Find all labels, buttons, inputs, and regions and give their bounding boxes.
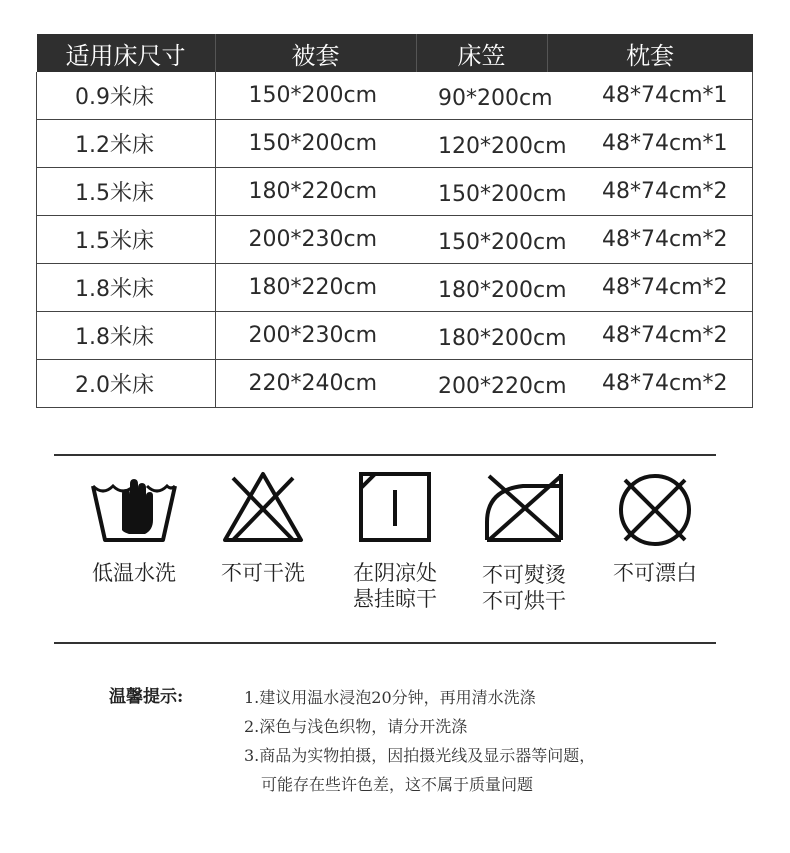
no-dry-clean-icon	[221, 470, 305, 544]
cell-duvet: 180*220cm	[215, 264, 416, 312]
cell-bed-size: 0.9米床	[37, 72, 216, 120]
tips-list	[244, 683, 595, 799]
care-label: 不可干洗	[221, 561, 305, 585]
header-fitted-sheet: 床笠	[416, 34, 547, 72]
cell-sheet: 150*200cm	[416, 168, 547, 216]
table-row	[37, 360, 753, 408]
care-item-no-dry-clean	[208, 470, 318, 586]
cell-sheet: 180*200cm	[416, 312, 547, 360]
table-row	[37, 72, 753, 120]
cell-sheet: 90*200cm	[416, 72, 547, 120]
care-item-dry-in-shade	[340, 470, 450, 612]
table-row	[37, 264, 753, 312]
table-row	[37, 312, 753, 360]
cell-pillow: 48*74cm*2	[547, 360, 753, 408]
cell-pillow: 48*74cm*1	[547, 72, 753, 120]
dry-in-shade-icon	[357, 470, 433, 544]
size-table	[36, 34, 753, 408]
care-label: 在阴凉处 悬挂晾干	[353, 561, 437, 611]
cell-sheet: 180*200cm	[416, 264, 547, 312]
tips-title: 温馨提示:	[109, 687, 184, 707]
cell-sheet: 150*200cm	[416, 216, 547, 264]
care-item-no-bleach	[600, 470, 710, 586]
cell-sheet: 120*200cm	[416, 120, 547, 168]
cell-bed-size: 1.5米床	[37, 168, 216, 216]
header-bed-size: 适用床尺寸	[37, 34, 216, 72]
cell-sheet: 200*220cm	[416, 360, 547, 408]
cell-bed-size: 1.8米床	[37, 312, 216, 360]
care-label: 低温水洗	[92, 561, 176, 585]
cell-bed-size: 2.0米床	[37, 360, 216, 408]
cell-duvet: 150*200cm	[215, 72, 416, 120]
tip-item: 2.深色与浅色织物，请分开洗涤	[244, 717, 468, 736]
care-item-no-iron-no-tumble	[469, 470, 579, 614]
table-row	[37, 120, 753, 168]
hand-wash-icon	[89, 470, 179, 544]
table-row	[37, 216, 753, 264]
cell-pillow: 48*74cm*1	[547, 120, 753, 168]
cell-duvet: 200*230cm	[215, 216, 416, 264]
table-header-row	[37, 34, 753, 72]
cell-duvet: 180*220cm	[215, 168, 416, 216]
tip-item: 可能存在些许色差，这不属于质量问题	[261, 775, 534, 794]
cell-duvet: 150*200cm	[215, 120, 416, 168]
cell-pillow: 48*74cm*2	[547, 168, 753, 216]
cell-duvet: 200*230cm	[215, 312, 416, 360]
tip-item: 3.商品为实物拍摄，因拍摄光线及显示器等问题，	[244, 746, 596, 765]
no-bleach-icon	[615, 470, 695, 550]
divider-bottom	[54, 642, 716, 644]
cell-bed-size: 1.2米床	[37, 120, 216, 168]
care-label: 不可熨烫 不可烘干	[482, 563, 566, 613]
cell-duvet: 220*240cm	[215, 360, 416, 408]
cell-bed-size: 1.5米床	[37, 216, 216, 264]
care-label: 不可漂白	[613, 561, 697, 585]
table-row	[37, 168, 753, 216]
header-duvet-cover: 被套	[215, 34, 416, 72]
header-pillowcase: 枕套	[547, 34, 753, 72]
cell-pillow: 48*74cm*2	[547, 216, 753, 264]
cell-pillow: 48*74cm*2	[547, 264, 753, 312]
divider-top	[54, 454, 716, 456]
tip-item: 1.建议用温水浸泡20分钟，再用清水洗涤	[244, 688, 536, 707]
cell-pillow: 48*74cm*2	[547, 312, 753, 360]
no-iron-no-tumble-icon	[483, 470, 565, 546]
cell-bed-size: 1.8米床	[37, 264, 216, 312]
care-item-hand-wash	[79, 470, 189, 586]
